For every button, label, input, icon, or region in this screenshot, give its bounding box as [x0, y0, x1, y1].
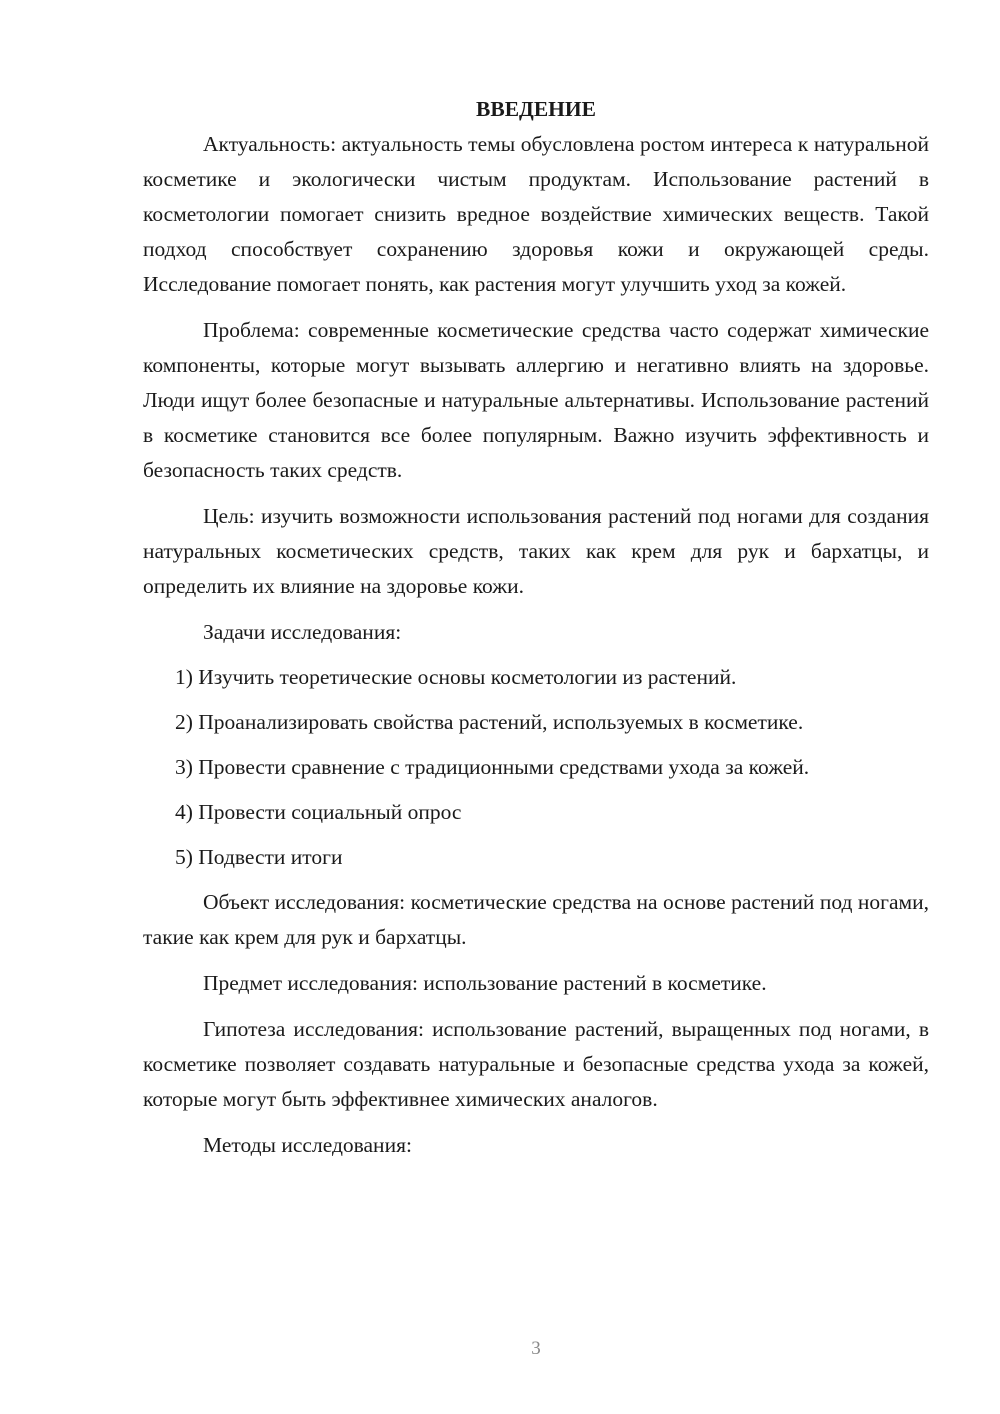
page-number: 3 [531, 1338, 541, 1359]
relevance-paragraph: Актуальность: актуальность темы обусловлена ростом интереса к натуральной косметике и экологически чистым продуктам. Использование растений в косметологии помогает снизить вредное воздействие химических веществ. Такой подход способствует сохранению здоровья кожи и окружающей среды. Исследование помогает понять, как растения могут улучшить уход за кожей. [143, 132, 929, 296]
tasks-heading: Задачи исследования: [203, 620, 402, 644]
list-item: 4) Провести социальный опрос [175, 800, 462, 824]
list-item: 3) Провести сравнение с традиционными средствами ухода за кожей. [175, 755, 810, 779]
subject-paragraph: Предмет исследования: использование растений в косметике. [203, 971, 767, 995]
hypothesis-paragraph: Гипотеза исследования: использование растений, выращенных под ногами, в косметике позволяет создавать натуральные и безопасные средства ухода за кожей, которые могут быть эффективнее химических аналогов. [143, 1017, 929, 1111]
object-paragraph: Объект исследования: косметические средства на основе растений под ногами, такие как крем для рук и бархатцы. [143, 890, 929, 949]
list-item: 5) Подвести итоги [175, 845, 343, 869]
tasks-list [143, 660, 929, 875]
methods-heading: Методы исследования: [203, 1133, 412, 1157]
section-title: ВВЕДЕНИЕ [476, 97, 596, 121]
list-item: 2) Проанализировать свойства растений, используемых в косметике. [175, 710, 804, 734]
problem-paragraph: Проблема: современные косметические средства часто содержат химические компоненты, которые могут вызывать аллергию и негативно влиять на здоровье. Люди ищут более безопасные и натуральные альтернативы. Использование растений в косметике становится все более популярным. Важно изучить эффективность и безопасность таких средств. [143, 318, 929, 482]
page-content [143, 92, 929, 1173]
list-item: 1) Изучить теоретические основы косметологии из растений. [175, 665, 737, 689]
goal-paragraph: Цель: изучить возможности использования растений под ногами для создания натуральных косметических средств, таких как крем для рук и бархатцы, и определить их влияние на здоровье кожи. [143, 504, 929, 598]
